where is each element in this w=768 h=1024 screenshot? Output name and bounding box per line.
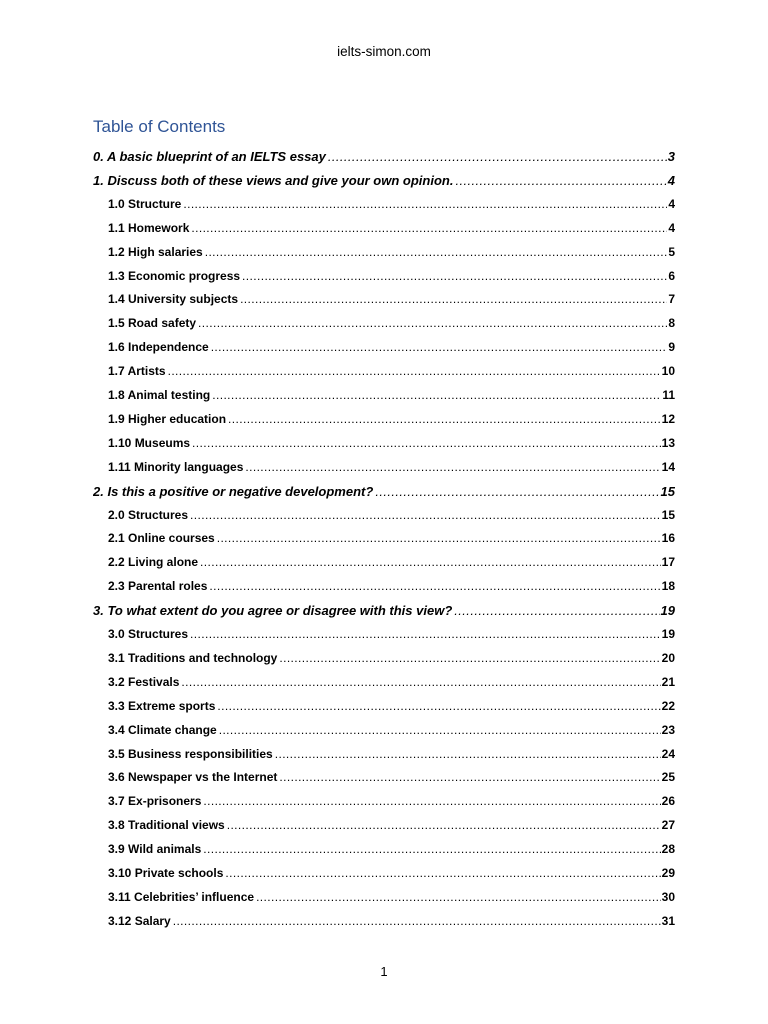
toc-entry-page: 17 — [661, 555, 675, 570]
toc-entry-label: 1.0 Structure — [108, 196, 182, 211]
toc-entry-page: 4 — [667, 172, 675, 188]
toc-dot-leader — [225, 866, 660, 880]
toc-subsection-entry[interactable] — [108, 269, 675, 283]
toc-dot-leader — [181, 675, 660, 689]
toc-entry-label: 1. Discuss both of these views and give your own opinion. — [93, 172, 454, 188]
toc-dot-leader — [209, 579, 660, 593]
toc-entry-label: 0. A basic blueprint of an IELTS essay — [93, 149, 326, 164]
toc-dot-leader — [203, 842, 660, 856]
toc-entry-label: 3.2 Festivals — [108, 674, 180, 689]
toc-entry-label: 2.1 Online courses — [108, 531, 215, 546]
toc-entry-label: 3.7 Ex-prisoners — [108, 794, 202, 809]
toc-entry-page: 18 — [661, 579, 675, 594]
toc-entry-page: 16 — [661, 531, 675, 546]
toc-subsection-entry[interactable] — [108, 579, 675, 593]
toc-dot-leader — [279, 770, 660, 784]
toc-entry-page: 21 — [661, 674, 675, 689]
toc-dot-leader — [240, 292, 667, 306]
page-number: 1 — [380, 964, 388, 979]
toc-dot-leader — [375, 484, 659, 499]
toc-subsection-entry[interactable] — [108, 723, 675, 737]
toc-subsection-entry[interactable] — [108, 388, 675, 402]
toc-subsection-entry[interactable] — [108, 675, 675, 689]
toc-dot-leader — [454, 603, 659, 618]
toc-dot-leader — [217, 699, 660, 713]
toc-section-entry[interactable] — [93, 484, 675, 499]
toc-entry-page: 4 — [668, 196, 675, 211]
toc-entry-page: 31 — [661, 913, 675, 928]
toc-dot-leader — [183, 197, 667, 211]
toc-dot-leader — [190, 508, 661, 522]
toc-entry-label: 2.0 Structures — [108, 507, 189, 522]
toc-entry-label: 3.8 Traditional views — [108, 818, 225, 833]
toc-entry-label: 3.12 Salary — [108, 913, 171, 928]
toc-entry-page: 26 — [661, 794, 675, 809]
toc-subsection-entry[interactable] — [108, 460, 675, 474]
toc-subsection-entry[interactable] — [108, 412, 675, 426]
toc-subsection-entry[interactable] — [108, 436, 675, 450]
toc-entry-page: 13 — [661, 435, 675, 450]
toc-subsection-entry[interactable] — [108, 747, 675, 761]
toc-entry-page: 4 — [668, 220, 675, 235]
toc-dot-leader — [203, 794, 660, 808]
toc-subsection-entry[interactable] — [108, 531, 675, 545]
toc-entry-page: 15 — [660, 483, 675, 499]
toc-entry-label: 2. Is this a positive or negative development? — [93, 483, 374, 499]
toc-entry-page: 28 — [661, 842, 675, 857]
toc-dot-leader — [217, 531, 661, 545]
toc-subsection-entry[interactable] — [108, 770, 675, 784]
toc-entry-label: 1.5 Road safety — [108, 316, 197, 331]
toc-dot-leader — [328, 149, 667, 164]
toc-dot-leader — [228, 412, 661, 426]
toc-entry-label: 3.1 Traditions and technology — [108, 650, 278, 665]
toc-dot-leader — [211, 340, 668, 354]
toc-entry-label: 1.8 Animal testing — [108, 388, 211, 402]
toc-entry-label: 3.5 Business responsibilities — [108, 746, 273, 761]
toc-subsection-entry[interactable] — [108, 221, 675, 235]
toc-entry-label: 3.3 Extreme sports — [108, 698, 216, 713]
toc-dot-leader — [455, 173, 666, 188]
toc-subsection-entry[interactable] — [108, 914, 675, 928]
toc-entry-page: 27 — [661, 818, 675, 833]
toc-entry-label: 1.9 Higher education — [108, 411, 227, 426]
toc-entry-page: 22 — [661, 698, 675, 713]
toc-entry-label: 2.3 Parental roles — [108, 579, 208, 594]
toc-subsection-entry[interactable] — [108, 292, 675, 306]
toc-dot-leader — [219, 723, 661, 737]
toc-entry-label: 1.2 High salaries — [108, 244, 203, 259]
toc-entry-page: 3 — [667, 149, 675, 164]
toc-entry-label: 3.10 Private schools — [108, 866, 224, 880]
toc-entry-page: 24 — [661, 746, 675, 761]
toc-entry-page: 29 — [661, 866, 675, 880]
toc-dot-leader — [198, 316, 667, 330]
toc-entry-label: 2.2 Living alone — [108, 555, 199, 570]
toc-entry-page: 5 — [668, 244, 675, 259]
toc-subsection-entry[interactable] — [108, 340, 675, 354]
toc-subsection-entry[interactable] — [108, 316, 675, 330]
toc-dot-leader — [173, 914, 661, 928]
toc-entry-page: 12 — [661, 411, 675, 426]
toc-entry-label: 1.4 University subjects — [108, 292, 239, 307]
toc-entry-label: 3. To what extent do you agree or disagree with this view? — [93, 603, 453, 619]
toc-entry-page: 20 — [661, 650, 675, 665]
toc-entry-page: 7 — [668, 292, 675, 307]
toc-dot-leader — [190, 627, 661, 641]
toc-subsection-entry[interactable] — [108, 364, 675, 378]
toc-dot-leader — [191, 221, 667, 235]
toc-dot-leader — [200, 555, 661, 569]
toc-section-entry[interactable] — [93, 603, 675, 618]
toc-dot-leader — [168, 364, 661, 378]
toc-subsection-entry[interactable] — [108, 890, 675, 904]
toc-entry-label: 1.11 Minority languages — [108, 459, 244, 474]
toc-entry-label: 3.11 Celebrities’ influence — [108, 889, 255, 904]
toc-dot-leader — [227, 818, 661, 832]
toc-entry-page: 19 — [661, 627, 675, 641]
toc-subsection-entry[interactable] — [108, 818, 675, 832]
toc-entry-page: 25 — [661, 770, 675, 785]
page-header: ielts-simon.com — [337, 44, 431, 59]
toc-entry-label: 3.4 Climate change — [108, 722, 217, 737]
toc-entry-label: 3.0 Structures — [108, 627, 189, 641]
toc-entry-page: 30 — [661, 889, 675, 904]
toc-subsection-entry[interactable] — [108, 866, 675, 880]
toc-entry-label: 1.3 Economic progress — [108, 268, 241, 283]
toc-entry-page: 15 — [661, 507, 675, 522]
toc-subsection-entry[interactable] — [108, 842, 675, 856]
toc-entry-label: 1.10 Museums — [108, 435, 191, 450]
toc-dot-leader — [279, 651, 660, 665]
toc-dot-leader — [275, 747, 661, 761]
toc-entry-page: 14 — [661, 459, 675, 474]
toc-entry-page: 8 — [668, 316, 675, 331]
toc-subsection-entry[interactable] — [108, 555, 675, 569]
toc-entry-page: 6 — [668, 268, 675, 283]
toc-entry-page: 10 — [661, 364, 675, 379]
toc-title: Table of Contents — [93, 117, 226, 136]
toc-entry-page: 23 — [661, 722, 675, 737]
toc-subsection-entry[interactable] — [108, 651, 675, 665]
toc-subsection-entry[interactable] — [108, 245, 675, 259]
toc-entry-label: 1.7 Artists — [108, 364, 166, 379]
toc-subsection-entry[interactable] — [108, 699, 675, 713]
toc-entry-page: 9 — [668, 340, 675, 355]
toc-section-entry[interactable] — [93, 149, 675, 164]
toc-section-entry[interactable] — [93, 173, 675, 188]
toc-entry-page: 11 — [662, 388, 675, 402]
toc-dot-leader — [212, 388, 661, 402]
toc-dot-leader — [192, 436, 661, 450]
toc-entry-label: 3.6 Newspaper vs the Internet — [108, 770, 278, 785]
toc-dot-leader — [242, 269, 667, 283]
toc-entry-label: 1.6 Independence — [108, 340, 209, 355]
toc-subsection-entry[interactable] — [108, 197, 675, 211]
toc-dot-leader — [205, 245, 668, 259]
toc-dot-leader — [245, 460, 660, 474]
toc-subsection-entry[interactable] — [108, 508, 675, 522]
toc-entry-page: 19 — [660, 603, 675, 619]
toc-entry-label: 1.1 Homework — [108, 220, 190, 235]
toc-dot-leader — [256, 890, 661, 904]
toc-subsection-entry[interactable] — [108, 794, 675, 808]
toc-entry-label: 3.9 Wild animals — [108, 842, 202, 857]
toc-subsection-entry[interactable] — [108, 627, 675, 641]
